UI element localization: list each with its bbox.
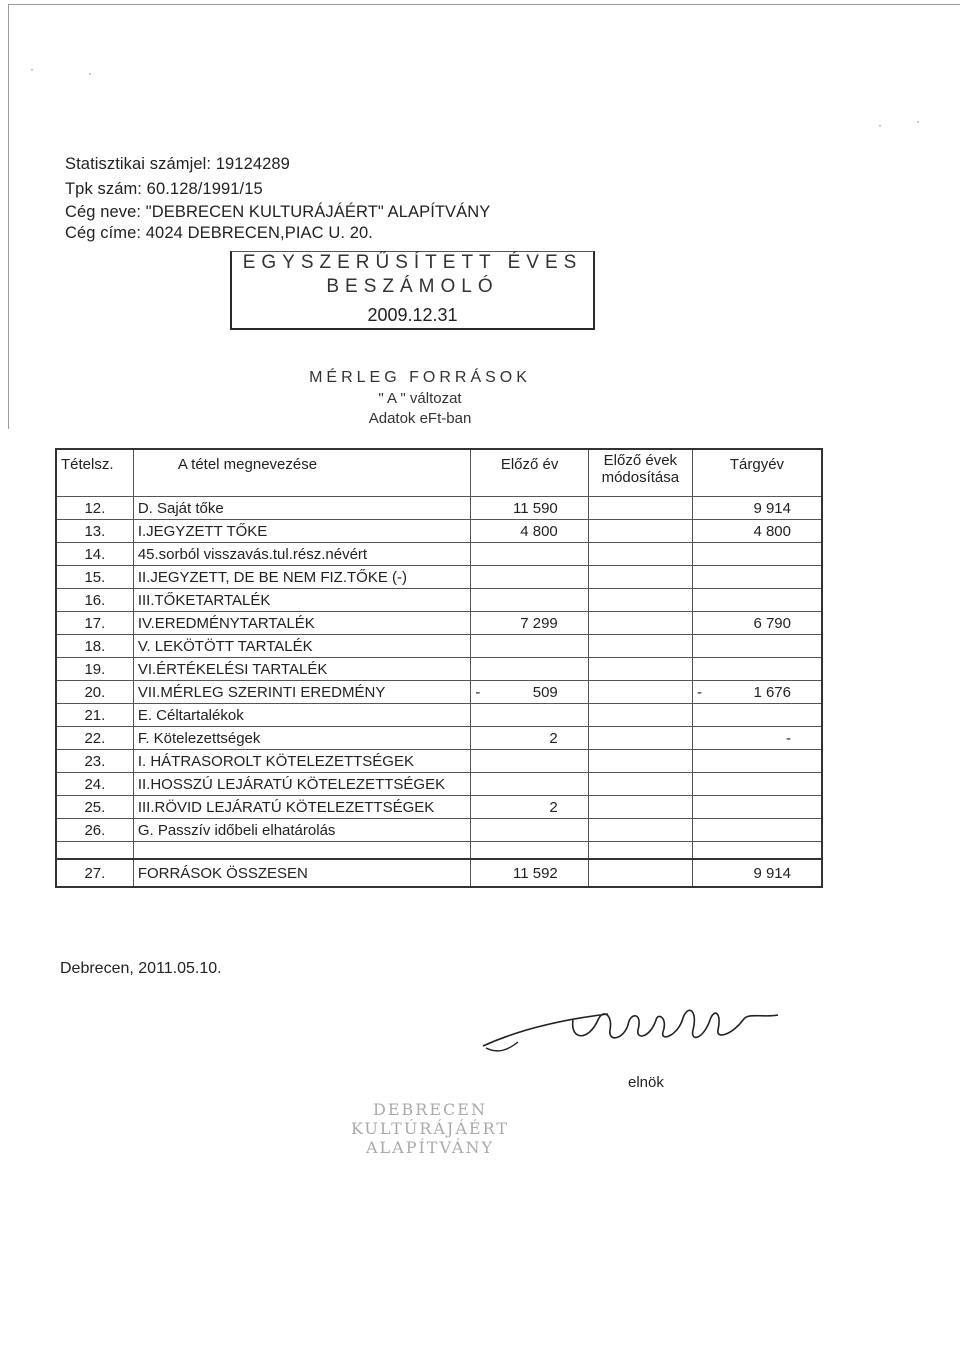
row-mod [588,819,692,842]
report-title-box [230,251,595,330]
page-border-left [8,4,9,429]
row-mod [588,635,692,658]
header-current-year: Tárgyév [692,449,822,497]
row-mod [588,520,692,543]
stat-number: Statisztikai számjel: 19124289 [65,155,290,173]
table-row [56,750,822,773]
row-no: 26. [56,819,133,842]
row-mod [588,497,692,520]
row-cur [692,750,822,773]
row-no: 15. [56,566,133,589]
row-name: II.JEGYZETT, DE BE NEM FIZ.TŐKE (-) [133,566,471,589]
row-name: I.JEGYZETT TŐKE [133,520,471,543]
table-row [56,704,822,727]
row-prev [471,819,588,842]
row-no: 14. [56,543,133,566]
row-cur: 6 790 [692,612,822,635]
row-cur [692,635,822,658]
table-row [56,727,822,750]
table-row [56,635,822,658]
row-mod [588,704,692,727]
table-row [56,520,822,543]
value: 1 676 [753,683,791,701]
scan-speck: · [916,114,920,128]
table-row [56,819,822,842]
total-prev: 11 592 [471,859,588,887]
row-no: 18. [56,635,133,658]
row-cur [692,704,822,727]
row-name: E. Céltartalékok [133,704,471,727]
section-title: MÉRLEG FORRÁSOK [309,369,531,386]
table-row [56,796,822,819]
row-name: F. Kötelezettségek [133,727,471,750]
header-item-name: A tétel megnevezése [133,449,471,497]
place-and-date: Debrecen, 2011.05.10. [60,960,222,977]
company-address: Cég címe: 4024 DEBRECEN,PIAC U. 20. [65,224,373,242]
row-prev [471,750,588,773]
total-cur: 9 914 [692,859,822,887]
table-row [56,566,822,589]
row-prev [471,589,588,612]
row-prev: 2 [471,727,588,750]
row-name: D. Saját tőke [133,497,471,520]
row-name: III.RÖVID LEJÁRATÚ KÖTELEZETTSÉGEK [133,796,471,819]
row-prev [471,566,588,589]
row-no: 20. [56,681,133,704]
row-cur: 4 800 [692,520,822,543]
table-row [56,612,822,635]
report-title-line2: BESZÁMOLÓ [326,276,499,297]
row-cur [692,658,822,681]
row-name: III.TŐKETARTALÉK [133,589,471,612]
row-prev: 11 590 [471,497,588,520]
table-row [56,773,822,796]
value: 509 [532,683,558,701]
negative-sign: - [696,683,702,701]
row-no: 24. [56,773,133,796]
total-no: 27. [56,859,133,887]
page-border-top [8,4,960,5]
balance-table [55,448,823,888]
company-name: Cég neve: "DEBRECEN KULTURÁJÁÉRT" ALAPÍTVÁNY [65,203,491,221]
row-prev [471,704,588,727]
signer-role: elnök [628,1074,664,1091]
row-no: 17. [56,612,133,635]
row-no: 22. [56,727,133,750]
total-name: FORRÁSOK ÖSSZESEN [133,859,471,887]
row-cur: 9 914 [692,497,822,520]
row-prev: 4 800 [471,520,588,543]
row-no: 16. [56,589,133,612]
row-name: I. HÁTRASOROLT KÖTELEZETTSÉGEK [133,750,471,773]
table-row [56,589,822,612]
table-header-row [56,449,822,497]
row-name: II.HOSSZÚ LEJÁRATÚ KÖTELEZETTSÉGEK [133,773,471,796]
scan-speck: · [878,118,882,132]
row-cur [692,589,822,612]
row-cur: - [692,727,822,750]
row-no: 21. [56,704,133,727]
row-mod [588,727,692,750]
total-mod [588,859,692,887]
tpk-number: Tpk szám: 60.128/1991/15 [65,180,263,198]
row-prev [471,635,588,658]
section-variant: " A " változat [378,390,462,407]
row-name: 45.sorból visszavás.tul.rész.névért [133,543,471,566]
row-cur [692,681,822,704]
row-prev [471,658,588,681]
row-name: V. LEKÖTÖTT TARTALÉK [133,635,471,658]
row-mod [588,566,692,589]
row-mod [588,773,692,796]
scan-speck: · [30,62,34,76]
header-item-no: Tételsz. [56,449,133,497]
total-row [56,859,822,887]
table-row [56,658,822,681]
row-prev: 2 [471,796,588,819]
row-name: VII.MÉRLEG SZERINTI EREDMÉNY [133,681,471,704]
negative-sign: - [475,683,481,701]
report-date: 2009.12.31 [367,305,458,325]
row-name: IV.EREDMÉNYTARTALÉK [133,612,471,635]
row-cur [692,566,822,589]
table-row [56,681,822,704]
table-spacer-row [56,842,822,860]
report-title-line1: EGYSZERŰSÍTETT ÉVES [242,252,583,273]
header-modification: Előző évek módosítása [588,449,692,497]
scan-speck: · [88,66,92,80]
row-mod [588,612,692,635]
row-mod [588,543,692,566]
row-name: G. Passzív időbeli elhatárolás [133,819,471,842]
row-cur [692,819,822,842]
table-row [56,543,822,566]
row-mod [588,796,692,819]
row-mod [588,681,692,704]
row-cur [692,543,822,566]
signature [478,990,798,1060]
row-no: 12. [56,497,133,520]
row-prev: 7 299 [471,612,588,635]
row-mod [588,658,692,681]
row-cur [692,773,822,796]
row-prev [471,543,588,566]
row-no: 23. [56,750,133,773]
table-row [56,497,822,520]
row-no: 25. [56,796,133,819]
row-prev [471,681,588,704]
row-mod [588,750,692,773]
header-prev-year: Előző év [471,449,588,497]
section-unit: Adatok eFt-ban [368,410,472,427]
row-name: VI.ÉRTÉKELÉSI TARTALÉK [133,658,471,681]
row-mod [588,589,692,612]
row-no: 13. [56,520,133,543]
organization-stamp: DEBRECEN KULTÚRÁJÁÉRT ALAPÍTVÁNY [350,1100,510,1157]
row-prev [471,773,588,796]
row-no: 19. [56,658,133,681]
row-cur [692,796,822,819]
